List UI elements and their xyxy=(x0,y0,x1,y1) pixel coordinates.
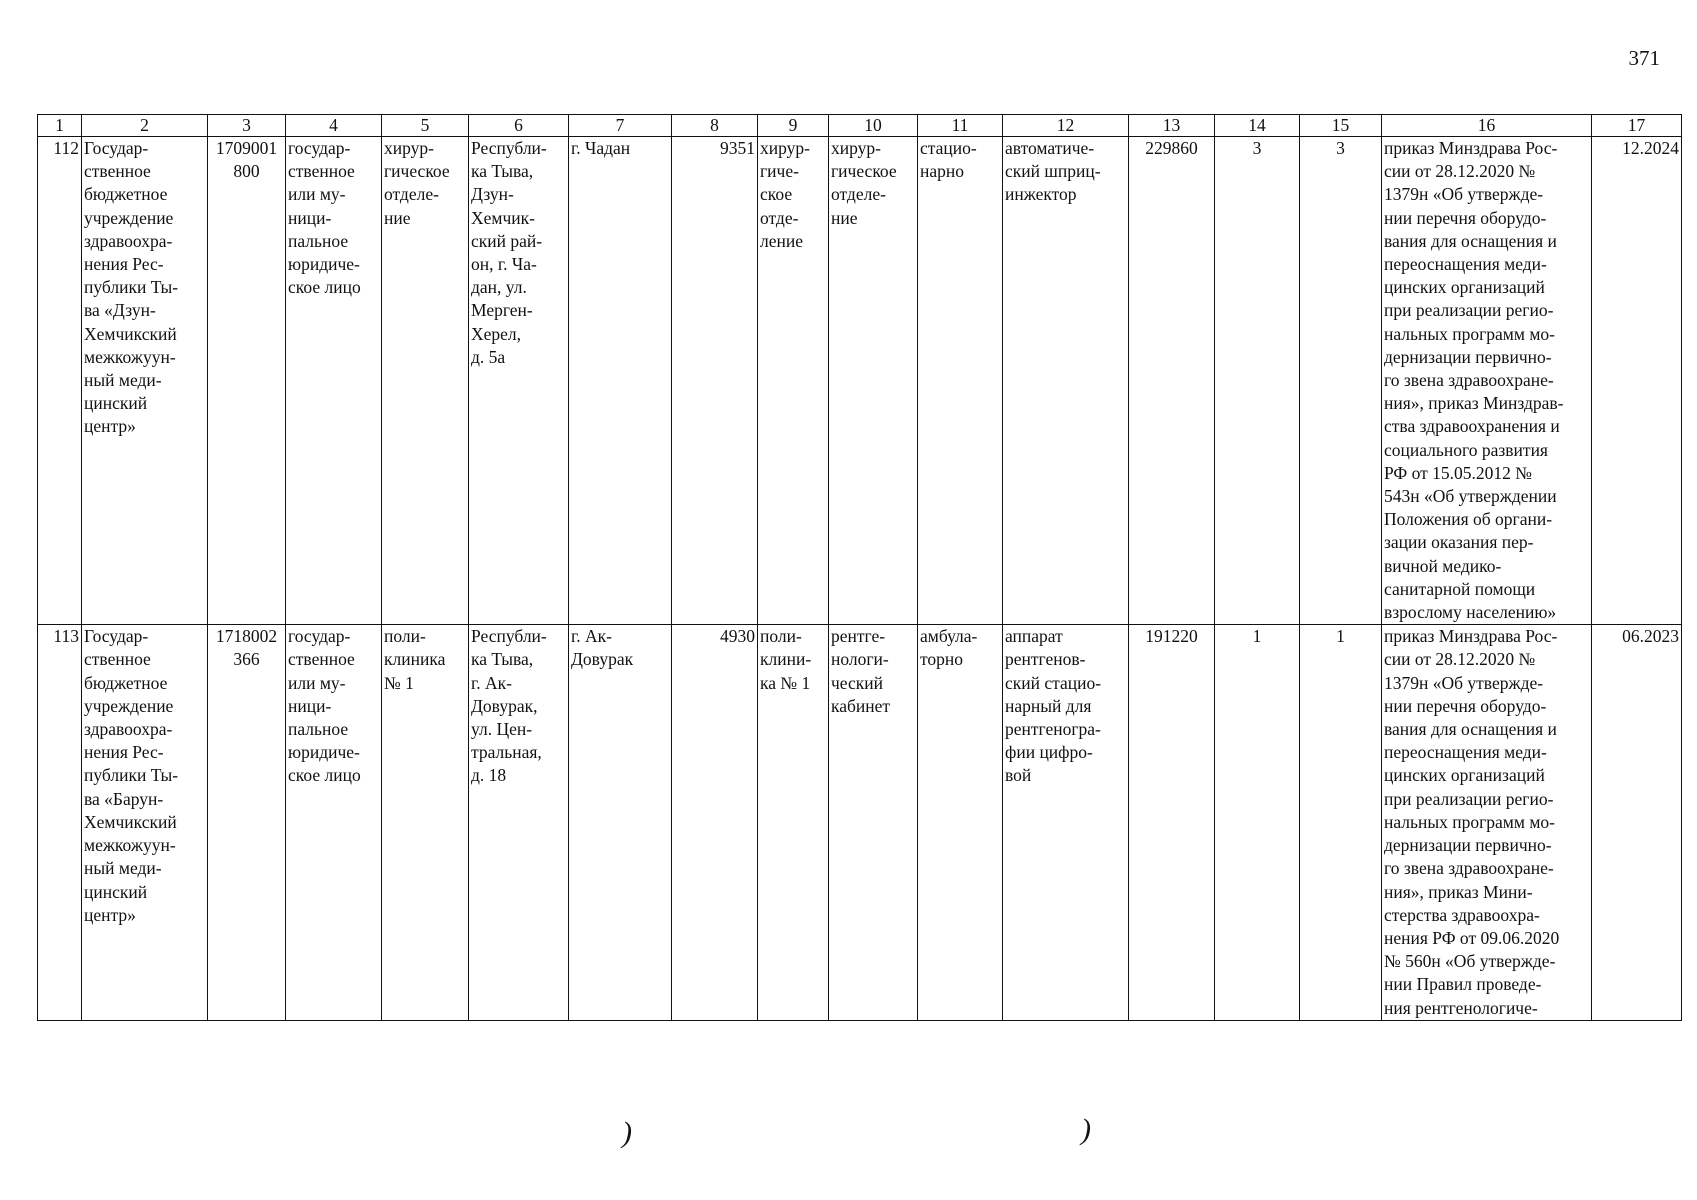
column-header: 16 xyxy=(1382,115,1592,137)
legal-entity-type: государ- ственное или му- ници- пальное юридиче- ское лицо xyxy=(286,625,382,1020)
organization-name: Государ- ственное бюджетное учреждение здравоохра- нения Рес- публики Ты- ва «Барун- Хемчикский межкожуун- ный меди- цинский центр» xyxy=(82,625,208,1020)
address: Республи- ка Тыва, г. Ак- Довурак, ул. Цен- тральная, д. 18 xyxy=(469,625,569,1020)
column-header: 12 xyxy=(1003,115,1129,137)
table-row xyxy=(38,625,1682,1020)
department: хирур- гическое отделе- ние xyxy=(382,137,469,625)
cell-col10: рентге- нологи- ческий кабинет xyxy=(829,625,918,1020)
cell-col10: хирур- гическое отделе- ние xyxy=(829,137,918,625)
city: г. Чадан xyxy=(569,137,672,625)
column-header: 11 xyxy=(918,115,1003,137)
column-header: 8 xyxy=(672,115,758,137)
care-mode: стацио- нарно xyxy=(918,137,1003,625)
cell-col8: 9351 xyxy=(672,137,758,625)
equipment-name: автоматиче- ский шприц- инжектор xyxy=(1003,137,1129,625)
column-header: 3 xyxy=(208,115,286,137)
equipment-name: аппарат рентгенов- ский стацио- нарный для рентгеногра- фии цифро- вой xyxy=(1003,625,1129,1020)
legal-basis: приказ Минздрава Рос- сии от 28.12.2020 № 1379н «Об утвержде- нии перечня оборудо- вания для оснащения и переоснащения меди- цинских организаций при реализации регио- нальных программ мо- дернизации первично- го звена здравоохране- ния», приказ Мини- стерства здравоохра- нения РФ от 09.06.2020 № 560н «Об утвержде- нии Правил проведе- ния рентгенологиче- xyxy=(1382,625,1592,1020)
date: 12.2024 xyxy=(1592,137,1682,625)
column-header: 2 xyxy=(82,115,208,137)
page-number: 371 xyxy=(1628,46,1660,70)
department: поли- клиника № 1 xyxy=(382,625,469,1020)
column-header: 13 xyxy=(1129,115,1215,137)
column-header: 17 xyxy=(1592,115,1682,137)
cell-col9: поли- клини- ка № 1 xyxy=(758,625,829,1020)
column-header: 4 xyxy=(286,115,382,137)
cell-col14: 3 xyxy=(1215,137,1300,625)
row-number: 113 xyxy=(38,625,82,1020)
cell-col8: 4930 xyxy=(672,625,758,1020)
address: Республи- ка Тыва, Дзун- Хемчик- ский рай- он, г. Ча- дан, ул. Мерген- Херел, д. 5а xyxy=(469,137,569,625)
cell-col15: 3 xyxy=(1300,137,1382,625)
cell-col14: 1 xyxy=(1215,625,1300,1020)
table-header-row xyxy=(38,115,1682,137)
scan-mark-left: ) xyxy=(622,1116,632,1149)
row-number: 112 xyxy=(38,137,82,625)
organization-name: Государ- ственное бюджетное учреждение здравоохра- нения Рес- публики Ты- ва «Дзун- Хемчикский межкожуун- ный меди- цинский центр» xyxy=(82,137,208,625)
column-header: 14 xyxy=(1215,115,1300,137)
equipment-registry-table xyxy=(37,114,1682,1021)
scan-mark-right: ) xyxy=(1081,1113,1091,1146)
column-header: 15 xyxy=(1300,115,1382,137)
column-header: 9 xyxy=(758,115,829,137)
care-mode: амбула- торно xyxy=(918,625,1003,1020)
cell-col13: 191220 xyxy=(1129,625,1215,1020)
column-header: 5 xyxy=(382,115,469,137)
date: 06.2023 xyxy=(1592,625,1682,1020)
organization-code: 1709001 800 xyxy=(208,137,286,625)
cell-col9: хирур- гиче- ское отде- ление xyxy=(758,137,829,625)
table-row xyxy=(38,137,1682,625)
organization-code: 1718002 366 xyxy=(208,625,286,1020)
legal-entity-type: государ- ственное или му- ници- пальное юридиче- ское лицо xyxy=(286,137,382,625)
column-header: 10 xyxy=(829,115,918,137)
cell-col15: 1 xyxy=(1300,625,1382,1020)
cell-col13: 229860 xyxy=(1129,137,1215,625)
column-header: 1 xyxy=(38,115,82,137)
legal-basis: приказ Минздрава Рос- сии от 28.12.2020 № 1379н «Об утвержде- нии перечня оборудо- вания для оснащения и переоснащения меди- цинских организаций при реализации регио- нальных программ мо- дернизации первично- го звена здравоохране- ния», приказ Минздрав- ства здравоохранения и социального развития РФ от 15.05.2012 № 543н «Об утверждении Положения об органи- зации оказания пер- вичной медико- санитарной помощи взрослому населению» xyxy=(1382,137,1592,625)
column-header: 6 xyxy=(469,115,569,137)
column-header: 7 xyxy=(569,115,672,137)
city: г. Ак- Довурак xyxy=(569,625,672,1020)
